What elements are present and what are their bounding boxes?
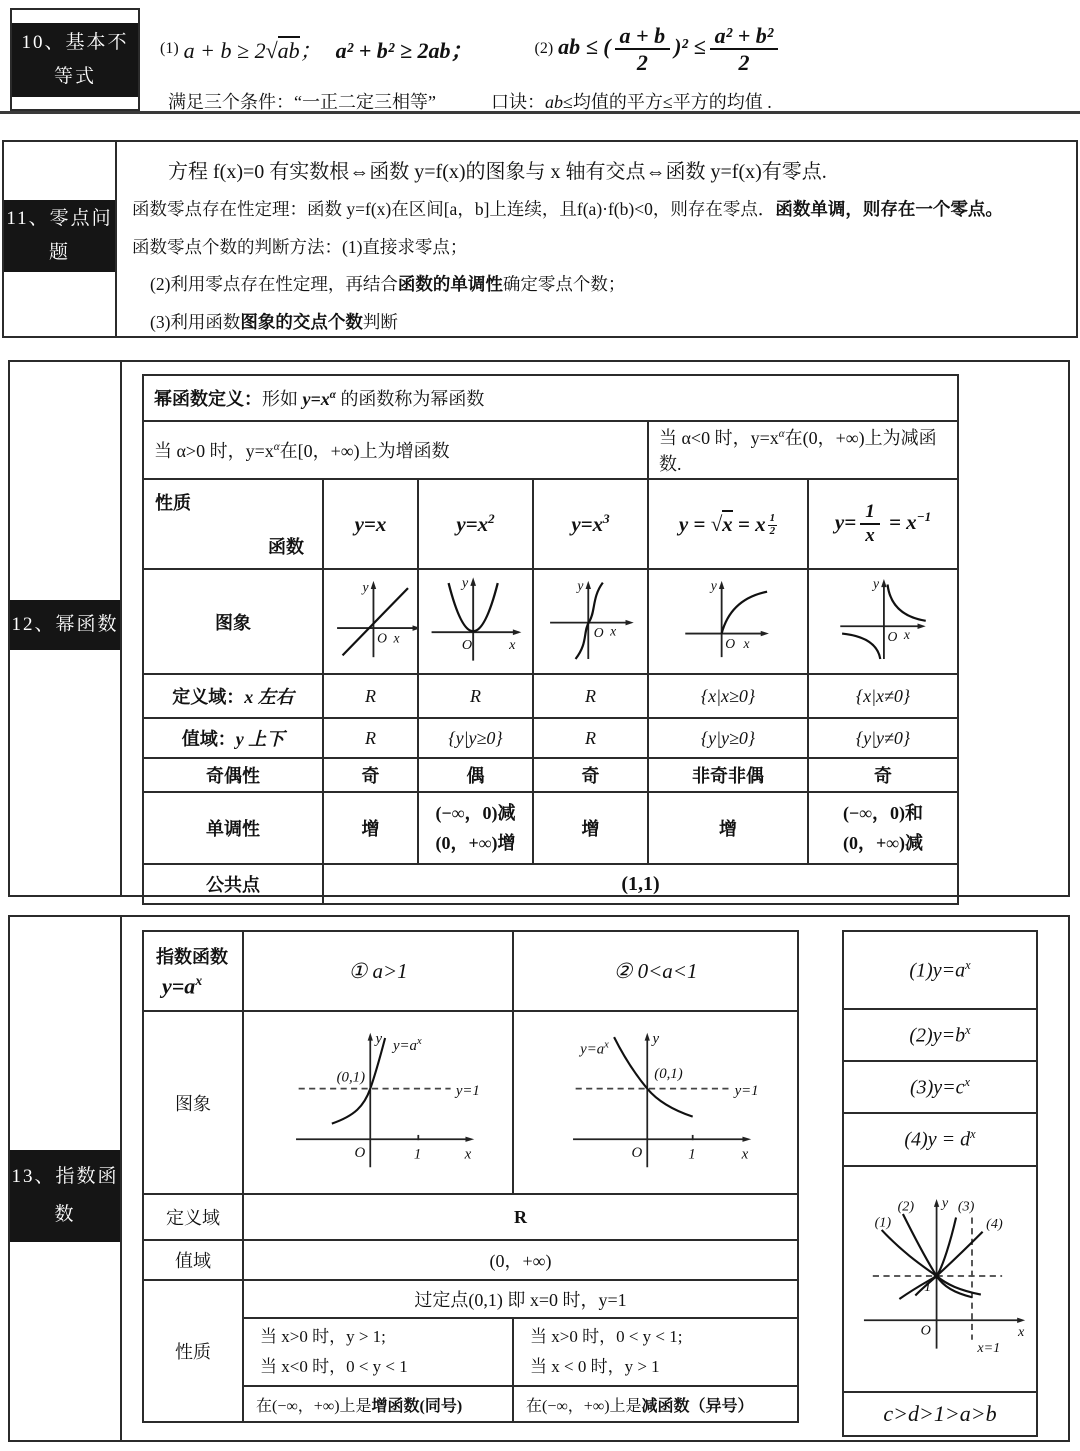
case-exponent: α (273, 441, 280, 453)
graph-y-equals-x-squared (424, 572, 528, 666)
range-label: 值域 (143, 1240, 243, 1280)
range-value: (0，+∞) (243, 1240, 798, 1280)
formula-base: y=x (302, 389, 330, 409)
sidebar-column-12 (10, 362, 122, 895)
header-y-equals-sqrt-x (648, 479, 808, 569)
x-axis-label: x (508, 637, 515, 654)
table-row-cases (143, 421, 958, 479)
graph-row-label: 图象 (143, 569, 323, 674)
inequality-notes-line (168, 88, 772, 114)
curve-label-sup: x (603, 1039, 609, 1051)
method-3-bold: 图象的交点个数 (240, 312, 363, 332)
section-13-label-line2: 数 (54, 1204, 76, 1225)
formula-exponent: 3 (603, 511, 610, 526)
origin-label: O (887, 628, 898, 644)
mono-cell-two-lines (418, 792, 533, 864)
method-2-bold: 函数的单调性 (397, 274, 503, 294)
inequality-formulas-line (160, 24, 796, 74)
method-2-pre: (2)利用零点存在性定理，再结合 (150, 274, 398, 294)
table-row-graphs (143, 569, 958, 674)
range-row-label (143, 718, 323, 758)
y-axis-label: y (652, 1031, 659, 1048)
curve-1 (882, 1230, 981, 1295)
case-text: 在(0，+∞)上为减函数. (659, 428, 937, 474)
mono-cell: 增 (648, 792, 808, 864)
formula-exponent: 2 (488, 511, 495, 526)
x-axis-label: x (903, 627, 910, 642)
origin-label: O (920, 1322, 931, 1339)
existence-theorem (132, 196, 1076, 221)
tick-1-label: 1 (687, 1146, 696, 1163)
case-a-between-0-1: ② 0<a<1 (513, 931, 798, 1011)
exp-title: 指数函数 (156, 946, 228, 967)
item-1-number: (1) (160, 40, 179, 58)
section-11-label-line2: 题 (48, 242, 70, 263)
curve-1-label: (1) (874, 1214, 892, 1231)
axes (296, 1033, 474, 1167)
header-y-equals-x3 (533, 479, 648, 569)
domain-hint: x 左右 (244, 687, 294, 707)
graph-cell-sqrt (648, 569, 808, 674)
range-label: 值域： (181, 729, 236, 749)
mono-cell-two-lines (808, 792, 958, 864)
formula-exponent: x (965, 1022, 971, 1037)
theorem-text: 函数零点存在性定理：函数 y=f(x)在区间[a，b]上连续，且f(a)·f(b)<0，则存在零点． (132, 199, 776, 219)
mnemonic-ab: ab (544, 92, 563, 112)
table-row-range (143, 1240, 798, 1280)
fraction (615, 24, 671, 74)
domain-label: 定义域： (172, 687, 245, 707)
corner-property-label: 性质 (155, 493, 191, 513)
mono-cell: 增 (533, 792, 648, 864)
origin-label: O (593, 625, 604, 641)
mono-decreasing (513, 1386, 798, 1422)
formula-squares: a² + b² ≥ 2ab； (335, 37, 473, 63)
radicand: x (722, 511, 733, 536)
curve-2-label: (2) (897, 1198, 915, 1215)
table-row-domain (143, 674, 958, 718)
sqrt-sign: √ (710, 511, 723, 536)
curve-label (578, 1040, 609, 1058)
table-row-graphs (143, 1011, 798, 1194)
graph-cell-cubic (533, 569, 648, 674)
section-basic-inequality (0, 8, 1080, 114)
curve (722, 592, 767, 634)
curve-label-sup: x (416, 1036, 422, 1048)
formula-exponent: x (970, 1127, 976, 1142)
origin-label: O (377, 630, 387, 646)
y-axis-label: y (710, 577, 717, 593)
range-cell: {y|y≥0} (418, 718, 533, 758)
section-power-function (8, 360, 1070, 897)
formula-exponent: −1 (916, 508, 932, 524)
section-11-label (4, 200, 115, 272)
y-equals-1-label: y=1 (734, 1082, 759, 1099)
origin-label: O (725, 636, 736, 652)
table-row (843, 1009, 1037, 1061)
range-hint: y 上下 (235, 729, 285, 749)
case-alpha-negative (648, 421, 958, 479)
value-line: 当 x<0 时，0 < y < 1 (260, 1357, 408, 1376)
mono-cell: 增 (323, 792, 418, 864)
formula-part: y= (834, 509, 857, 534)
section-13-label (10, 1150, 120, 1242)
y-axis-label: y (576, 577, 583, 593)
formula-part: y = (678, 511, 711, 536)
denominator: 2 (636, 50, 648, 76)
method-2 (132, 271, 1076, 296)
table-row (843, 1392, 1037, 1436)
numerator: a² + b² (710, 24, 779, 50)
graph-cell-increasing (243, 1011, 513, 1194)
section-13-label-line1: 13、指数函 (11, 1166, 119, 1187)
graph-cell-parabola (418, 569, 533, 674)
mono-line: (0，+∞)增 (435, 833, 516, 853)
graph-y-equals-x (328, 572, 418, 666)
case-alpha-positive (143, 421, 648, 479)
section-10-label-line1: 10、基本不 (21, 31, 129, 53)
denominator: 2 (738, 50, 750, 76)
sqrt-sign: √ (265, 37, 278, 63)
mnemonic-text: ≤均值的平方≤平方的均值 . (562, 92, 772, 112)
parity-cell: 奇 (808, 758, 958, 792)
range-cell: R (533, 718, 648, 758)
x-axis-label: x (1018, 1324, 1025, 1341)
y-axis-label: y (461, 574, 468, 591)
exponent-fraction (768, 513, 778, 537)
y-axis-label: y (873, 576, 880, 592)
definition-title: 幂函数定义： (154, 389, 262, 409)
exp-formula (148, 973, 238, 999)
domain-cell: R (418, 674, 533, 718)
table-row-header (143, 931, 798, 1011)
origin-label: O (461, 637, 472, 654)
side-formula-4 (843, 1113, 1037, 1166)
x-axis-label: x (393, 630, 400, 646)
formula-base: (1)y=a (909, 959, 966, 982)
common-point-value: (1,1) (323, 864, 958, 904)
curve-4-label: (4) (986, 1216, 1003, 1233)
mono-pre: 在(−∞，+∞)上是 (256, 1397, 372, 1415)
side-graph-cell (843, 1166, 1037, 1392)
common-point-label: 公共点 (143, 864, 323, 904)
section-12-label (10, 600, 120, 650)
section-11-content (132, 142, 1076, 336)
case-text: 当 α>0 时，y=x (154, 441, 274, 461)
graph-cell-decreasing (513, 1011, 798, 1194)
x-axis-label: x (464, 1146, 472, 1163)
formula-exponent: x (195, 972, 203, 988)
x-axis-label: x (741, 1146, 748, 1163)
exp-base-comparison-table (842, 930, 1038, 1437)
mono-row-label: 单调性 (143, 792, 323, 864)
table-row-domain (143, 1194, 798, 1240)
case-exponent: α (778, 428, 785, 440)
denominator: 2 (769, 524, 776, 537)
formula-exponent: x (964, 1074, 971, 1089)
table-row (843, 1061, 1037, 1113)
mono-bold: 增函数(同号) (371, 1397, 463, 1415)
mnemonic-note (491, 92, 772, 112)
zero-point-equivalence: 方程 f(x)=0 有实数根⇔函数 y=f(x)的图象与 x 轴有交点⇔函数 y=f(x)有零点. (168, 161, 827, 183)
origin-label: O (631, 1144, 642, 1161)
y-equals-1-label: y=1 (455, 1082, 480, 1099)
denominator: x (865, 525, 875, 546)
table-row-range (143, 718, 958, 758)
section-10-label-line2: 等式 (53, 65, 96, 87)
point-0-1-label: (0,1) (336, 1069, 366, 1086)
table-row-monotonicity (143, 792, 958, 864)
formula-exponent: x (965, 957, 971, 972)
domain-label: 定义域 (143, 1194, 243, 1240)
parity-cell: 奇 (323, 758, 418, 792)
domain-cell: R (533, 674, 648, 718)
parity-cell: 非奇非偶 (648, 758, 808, 792)
method-3 (132, 309, 1076, 334)
exp-header-cell (143, 931, 243, 1011)
point-0-1-label: (0,1) (653, 1066, 683, 1083)
table-row-parity (143, 758, 958, 792)
section-12-label-line1: 12、幂函数 (11, 614, 119, 635)
section-10-label (12, 23, 138, 97)
mono-increasing (243, 1386, 513, 1422)
axes (840, 579, 925, 659)
power-formula (303, 389, 336, 409)
formula-base: y=a (162, 973, 196, 999)
graph-exp-decreasing (525, 1014, 787, 1186)
case-a-greater-1: ① a>1 (243, 931, 513, 1011)
fraction (710, 24, 779, 74)
y-axis-label: y (362, 579, 369, 595)
domain-value: R (243, 1194, 798, 1240)
graph-cell-hyperbola (808, 569, 958, 674)
formula-part: = x (732, 511, 766, 536)
exponential-function-table (142, 930, 799, 1423)
formula-part: a + b ≥ 2 (183, 37, 266, 63)
graph-four-exponentials (848, 1169, 1034, 1383)
method-3-post: 判断 (362, 312, 398, 332)
value-line: 当 x>0 时，y > 1; (260, 1327, 386, 1346)
formula-base: y=x (456, 512, 489, 536)
range-cell: {y|y≥0} (648, 718, 808, 758)
power-function-table (142, 374, 959, 905)
curve-label-base: y=a (579, 1041, 604, 1058)
values-when-a-gt-1 (243, 1318, 513, 1386)
fraction (860, 502, 880, 546)
header-y-equals-x2 (418, 479, 533, 569)
parity-cell: 奇 (533, 758, 648, 792)
header-y-equals-1-over-x (808, 479, 958, 569)
tick-1-label: 1 (924, 1279, 932, 1296)
formula-part: ； (299, 37, 322, 63)
case-text: 在[0，+∞)上为增函数 (279, 441, 450, 461)
domain-row-label (143, 674, 323, 718)
formula-part: ab ≤ ( (558, 34, 611, 60)
theorem-bold-note: 函数单调，则存在一个零点。 (775, 199, 1003, 219)
three-conditions-note: 满足三个条件：“一正二定三相等” (168, 92, 436, 112)
mnemonic-label: 口诀： (490, 92, 545, 112)
y-axis-label: y (941, 1194, 949, 1211)
curve-label-base: y=a (392, 1038, 417, 1055)
value-line: 当 x>0 时，0 < y < 1; (530, 1327, 683, 1346)
numerator: 1 (769, 511, 776, 524)
domain-cell: {x|x≥0} (648, 674, 808, 718)
table-row-headers (143, 479, 958, 569)
domain-cell: R (323, 674, 418, 718)
graph-exp-increasing (248, 1014, 510, 1186)
x-equals-1-label: x=1 (977, 1340, 1001, 1357)
table-row (843, 1166, 1037, 1392)
mono-line: (−∞，0)和 (842, 803, 924, 823)
values-when-a-lt-1 (513, 1318, 798, 1386)
properties-label: 性质 (143, 1280, 243, 1422)
curve-label (391, 1036, 422, 1054)
origin-label: O (354, 1144, 366, 1161)
base-order-inequality: c>d>1>a>b (843, 1392, 1037, 1436)
corner-header-cell (143, 479, 323, 569)
graph-y-equals-1-over-x (833, 572, 933, 666)
graph-y-equals-sqrt-x (678, 572, 778, 666)
formula-exponent: α (329, 389, 336, 401)
curve-right-branch (888, 584, 926, 620)
x-axis-label: x (743, 636, 750, 652)
definition-end: 的函数称为幂函数 (335, 389, 485, 409)
parity-row-label: 奇偶性 (143, 758, 323, 792)
formula-part: )² ≤ (674, 34, 706, 60)
curve-2 (903, 1214, 972, 1297)
formula-base: (4)y = d (904, 1128, 971, 1151)
side-formula-1 (843, 931, 1037, 1009)
curve-left-branch (842, 634, 880, 659)
table-row (843, 1113, 1037, 1166)
sidebar-column-13 (10, 917, 122, 1440)
side-formula-3 (843, 1061, 1037, 1113)
curve-3-label: (3) (957, 1198, 975, 1215)
tick-1-label: 1 (413, 1146, 422, 1163)
table-row (843, 931, 1037, 1009)
item-2-number: (2) (534, 40, 554, 58)
formula-base: y=x (571, 512, 604, 536)
definition-mid: 形如 (262, 389, 303, 409)
mono-bold: 减函数（异号） (641, 1397, 754, 1415)
fixed-point-value: 过定点(0,1) 即 x=0 时，y=1 (243, 1280, 798, 1318)
formula-am-gm (184, 34, 322, 65)
case-text: 当 α<0 时，y=x (659, 428, 779, 448)
formula-mean-inequality (558, 24, 782, 74)
range-cell: R (323, 718, 418, 758)
table-row-definition (143, 375, 958, 421)
method-2-post: 确定零点个数； (502, 274, 626, 294)
numerator: a + b (615, 24, 671, 50)
section-exponential-function (8, 915, 1070, 1442)
y-axis-label: y (375, 1031, 383, 1048)
graph-row-label: 图象 (143, 1011, 243, 1194)
power-definition-cell (143, 375, 958, 421)
formula-base: (2)y=b (909, 1024, 966, 1047)
axes (550, 581, 634, 659)
curve (575, 583, 602, 659)
numerator: 1 (860, 502, 880, 525)
method-3-pre: (3)利用函数 (150, 312, 241, 332)
graph-y-equals-x-cubed (541, 572, 641, 666)
mono-line: (−∞，0)减 (435, 803, 516, 823)
count-methods-intro: 函数零点个数的判断方法：(1)直接求零点； (132, 237, 468, 257)
table-row-fixed-point (143, 1280, 798, 1318)
parity-cell: 偶 (418, 758, 533, 792)
axes (431, 574, 521, 660)
graph-cell-linear (323, 569, 418, 674)
formula-base: (3)y=c (909, 1076, 965, 1099)
mono-line: (0，+∞)减 (842, 833, 924, 853)
domain-cell: {x|x≠0} (808, 674, 958, 718)
mono-pre: 在(−∞，+∞)上是 (526, 1397, 642, 1415)
sidebar-box-10 (10, 8, 140, 111)
formula-part: = x (883, 509, 917, 534)
x-axis-label: x (609, 623, 616, 639)
section-11-label-line1: 11、零点问 (6, 208, 113, 229)
radicand: ab (277, 37, 300, 63)
range-cell: {y|y≠0} (808, 718, 958, 758)
header-y-equals-x: y=x (323, 479, 418, 569)
value-line: 当 x < 0 时，y > 1 (530, 1357, 660, 1376)
section-zero-points (2, 140, 1078, 338)
sidebar-column-11 (4, 142, 117, 336)
table-row-common-point (143, 864, 958, 904)
corner-function-label: 函数 (268, 537, 304, 557)
side-formula-2 (843, 1009, 1037, 1061)
common-point-dot (934, 1273, 940, 1279)
